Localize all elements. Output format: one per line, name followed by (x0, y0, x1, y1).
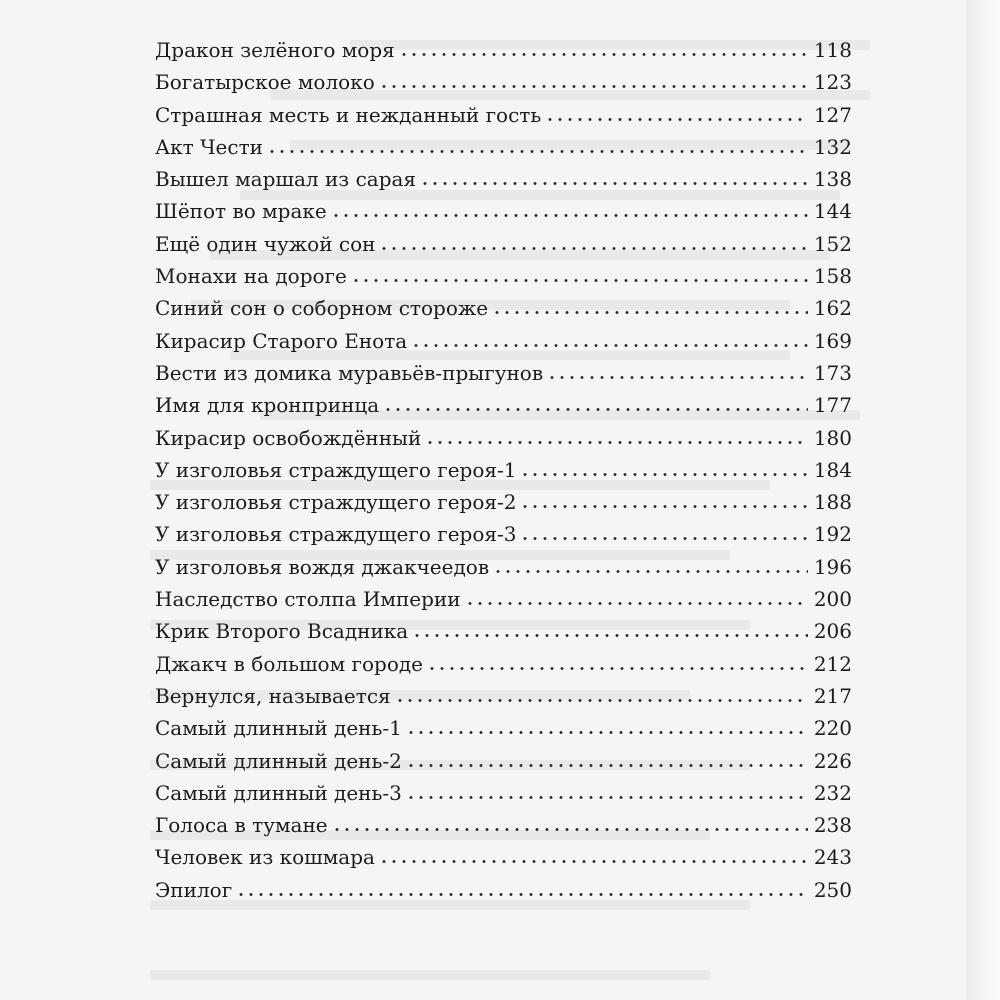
dot-leader (493, 570, 808, 573)
dot-leader (545, 118, 808, 121)
toc-entry[interactable] (155, 38, 852, 70)
toc-entry-title: Дракон зелёного моря (155, 38, 395, 62)
toc-entry[interactable] (155, 70, 852, 102)
dot-leader (520, 537, 807, 540)
toc-entry[interactable] (155, 490, 852, 522)
toc-entry[interactable] (155, 555, 852, 587)
toc-entry[interactable] (155, 749, 852, 781)
toc-entry-page-number: 232 (813, 780, 852, 805)
toc-entry[interactable] (155, 426, 852, 458)
toc-entry-title: Эпилог (155, 877, 233, 902)
toc-entry-title: Крик Второго Всадника (155, 619, 409, 644)
dot-leader (465, 602, 808, 605)
dot-leader (492, 311, 808, 314)
toc-entry-title: Акт Чести (155, 134, 263, 159)
toc-entry[interactable] (155, 329, 852, 361)
toc-entry-title: Ещё один чужой сон (155, 231, 376, 256)
toc-entry-page-number: 226 (813, 748, 852, 773)
dot-leader (547, 376, 808, 379)
toc-entry[interactable] (155, 296, 852, 328)
toc-entry-title: Синий сон о соборном стороже (155, 296, 489, 321)
dot-leader (411, 344, 808, 347)
toc-entry[interactable] (155, 199, 852, 231)
toc-entry[interactable] (155, 878, 852, 910)
toc-entry-title: Голоса в тумане (155, 813, 328, 838)
toc-entry[interactable] (155, 684, 852, 716)
toc-entry-page-number: 196 (813, 554, 852, 579)
toc-entry-page-number: 177 (813, 393, 852, 418)
toc-entry-page-number: 127 (813, 102, 852, 127)
toc-entry-title: Вести из домика муравьёв-прыгунов (155, 360, 544, 385)
toc-entry-page-number: 173 (813, 360, 852, 385)
toc-entry-title: Человек из кошмара (155, 845, 375, 870)
dot-leader (406, 731, 808, 734)
toc-entry-page-number: 206 (813, 619, 852, 644)
dot-leader (412, 634, 808, 637)
dot-leader (395, 699, 808, 702)
dot-leader (379, 860, 808, 863)
dot-leader (520, 473, 807, 476)
dot-leader (406, 764, 808, 767)
toc-entry-page-number: 132 (813, 134, 852, 159)
toc-entry-page-number: 138 (813, 167, 852, 192)
dot-leader (351, 279, 808, 282)
dot-leader (332, 828, 808, 831)
toc-entry[interactable] (155, 361, 852, 393)
toc-entry[interactable] (155, 167, 852, 199)
toc-entry-title: Самый длинный день-1 (155, 716, 402, 741)
toc-entry-page-number: 180 (813, 425, 852, 450)
toc-entry-title: Шёпот во мраке (155, 199, 327, 224)
dot-leader (236, 893, 808, 896)
toc-entry[interactable] (155, 264, 852, 296)
toc-entry[interactable] (155, 781, 852, 813)
toc-entry[interactable] (155, 619, 852, 651)
toc-entry-title: Самый длинный день-2 (155, 748, 402, 773)
toc-entry-title: У изголовья страждущего героя-3 (155, 522, 517, 547)
dot-leader (425, 441, 808, 444)
dot-leader (399, 53, 808, 56)
toc-entry-page-number: 200 (813, 587, 852, 612)
toc-entry-page-number: 238 (813, 813, 852, 838)
toc-entry[interactable] (155, 103, 852, 135)
toc-entry[interactable] (155, 716, 852, 748)
dot-leader (427, 667, 808, 670)
toc-entry-page-number: 123 (813, 70, 852, 95)
toc-entry-page-number: 217 (813, 683, 852, 708)
toc-entry-page-number: 169 (813, 328, 852, 353)
toc-entry-title: Монахи на дороге (155, 264, 347, 289)
toc-entry[interactable] (155, 458, 852, 490)
dot-leader (383, 408, 808, 411)
dot-leader (331, 214, 808, 217)
toc-entry-title: Вернулся, называется (155, 683, 391, 708)
page-edge (966, 0, 1000, 1000)
toc-entry-page-number: 158 (813, 264, 852, 289)
toc-entry-page-number: 212 (813, 651, 852, 676)
toc-entry[interactable] (155, 652, 852, 684)
toc-entry-page-number: 243 (813, 845, 852, 870)
toc-entry-page-number: 184 (813, 457, 852, 482)
toc-entry[interactable] (155, 813, 852, 845)
dot-leader (420, 182, 808, 185)
toc-entry-page-number: 152 (813, 231, 852, 256)
toc-entry[interactable] (155, 587, 852, 619)
toc-entry-title: У изголовья страждущего героя-2 (155, 490, 517, 515)
dot-leader (520, 505, 807, 508)
toc-entry-title: Джакч в большом городе (155, 651, 424, 676)
dot-leader (406, 796, 808, 799)
toc-entry-page-number: 144 (813, 199, 852, 224)
toc-entry-title: Самый длинный день-3 (155, 780, 402, 805)
toc-entry-title: Наследство столпа Империи (155, 587, 461, 612)
toc-entry-title: Кирасир Старого Енота (155, 328, 408, 353)
toc-entry-title: Имя для кронпринца (155, 393, 380, 418)
toc-entry-title: У изголовья вождя джакчеедов (155, 554, 490, 579)
toc-entry-title: Кирасир освобождённый (155, 425, 422, 450)
toc-entry[interactable] (155, 135, 852, 167)
toc-entry-title: Вышел маршал из сарая (155, 167, 417, 192)
toc-entry-page-number: 220 (813, 716, 852, 741)
toc-entry[interactable] (155, 393, 852, 425)
toc-entry-title: Богатырское молоко (155, 70, 375, 95)
toc-entry-page-number: 118 (813, 38, 852, 62)
toc-entry-page-number: 192 (813, 522, 852, 547)
toc-entry-title: У изголовья страждущего героя-1 (155, 457, 517, 482)
toc-entry[interactable] (155, 845, 852, 877)
dot-leader (379, 85, 808, 88)
toc-entry[interactable] (155, 232, 852, 264)
toc-entry-title: Страшная месть и нежданный гость (155, 102, 542, 127)
toc-entry-page-number: 162 (813, 296, 852, 321)
toc-entry-page-number: 188 (813, 490, 852, 515)
toc-entry[interactable] (155, 522, 852, 554)
dot-leader (379, 247, 807, 250)
dot-leader (267, 150, 808, 153)
table-of-contents (155, 38, 852, 910)
toc-entry-page-number: 250 (813, 877, 852, 902)
